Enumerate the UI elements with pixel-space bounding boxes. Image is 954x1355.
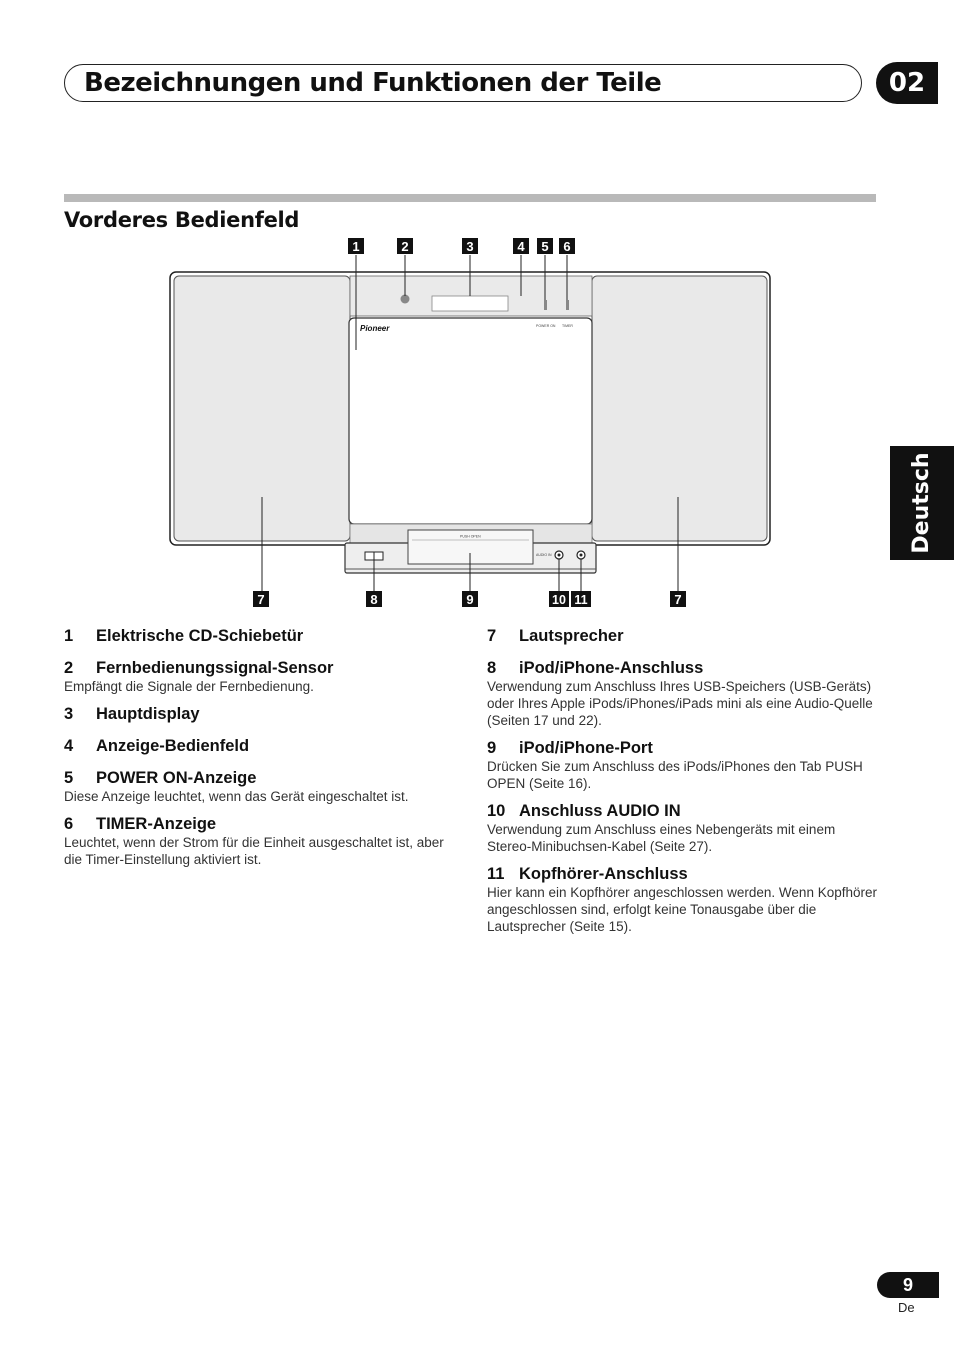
callout-7-left (253, 591, 269, 607)
item-heading (64, 813, 454, 835)
item-5 (64, 767, 454, 805)
svg-text:9: 9 (466, 592, 474, 607)
item-6 (64, 813, 454, 868)
svg-text:4: 4 (517, 239, 525, 254)
item-heading (64, 657, 454, 679)
items-left-column (64, 625, 454, 876)
page-title: Bezeichnungen und Funktionen der Teile (84, 68, 662, 98)
items-right-column (487, 625, 877, 943)
callout-3 (462, 238, 478, 254)
item-number: 4 (64, 737, 74, 755)
item-description: Drücken Sie zum Anschluss des iPods/iPhones den Tab PUSH OPEN (Seite 16). (487, 759, 863, 791)
item-heading (487, 737, 877, 759)
item-description: Verwendung zum Anschluss Ihres USB-Speichers (USB-Geräts) oder Ihres Apple iPods/iPhones/iPads mini als eine Audio-Quelle (Seiten 17 und 22). (487, 679, 873, 728)
callout-5 (537, 238, 553, 254)
item-heading (64, 625, 454, 647)
item-description: Hier kann ein Kopfhörer angeschlossen werden. Wenn Kopfhörer angeschlossen sind, erfolgt keine Tonausgabe über die Lautsprecher (Seite 15). (487, 885, 877, 934)
item-number: 5 (64, 769, 74, 787)
callout-6 (559, 238, 575, 254)
item-number: 9 (487, 739, 497, 757)
callout-11 (571, 591, 591, 607)
svg-text:2: 2 (401, 239, 409, 254)
item-heading (487, 625, 877, 647)
item-heading (487, 863, 877, 885)
item-heading (487, 800, 877, 822)
item-number: 11 (487, 865, 505, 883)
item-8 (487, 657, 877, 729)
item-heading (487, 657, 877, 679)
item-number: 7 (487, 627, 497, 645)
cd-door (349, 318, 592, 524)
item-2 (64, 657, 454, 695)
item-title: iPod/iPhone-Port (519, 739, 653, 757)
svg-text:1: 1 (352, 239, 360, 254)
item-heading (64, 703, 454, 725)
audio-in-label: AUDIO IN (536, 553, 552, 557)
callout-7-right (670, 591, 686, 607)
item-title: Lautsprecher (519, 627, 624, 645)
callout-10 (549, 591, 569, 607)
item-4 (64, 735, 454, 757)
callout-4 (513, 238, 529, 254)
item-number: 8 (487, 659, 497, 677)
item-number: 3 (64, 705, 74, 723)
item-11 (487, 863, 877, 935)
item-title: Kopfhörer-Anschluss (519, 865, 688, 883)
item-heading (64, 735, 454, 757)
callout-9 (462, 591, 478, 607)
item-number: 1 (64, 627, 74, 645)
power-on-label: POWER ON (536, 324, 556, 328)
item-heading (64, 767, 454, 789)
page-number: 9 (877, 1272, 939, 1298)
item-description: Empfängt die Signale der Fernbedienung. (64, 679, 314, 694)
item-7 (487, 625, 877, 647)
item-title: Anschluss AUDIO IN (519, 802, 681, 820)
speaker-right (592, 276, 767, 541)
svg-text:10: 10 (552, 593, 566, 607)
svg-text:7: 7 (257, 592, 265, 607)
callout-2 (397, 238, 413, 254)
brand-logo: Pioneer (360, 324, 390, 333)
item-number: 6 (64, 815, 74, 833)
item-title: Anzeige-Bedienfeld (96, 737, 250, 755)
item-number: 10 (487, 802, 506, 820)
main-display (432, 296, 508, 311)
item-1 (64, 625, 454, 647)
item-title: Elektrische CD-Schiebetür (96, 627, 304, 645)
item-title: TIMER-Anzeige (96, 815, 217, 833)
callout-1 (348, 238, 364, 254)
page-language: De (898, 1300, 915, 1315)
push-open-label: PUSH OPEN (460, 534, 481, 539)
svg-text:11: 11 (574, 593, 588, 607)
item-title: Hauptdisplay (96, 705, 200, 723)
callout-8 (366, 591, 382, 607)
svg-text:7: 7 (674, 592, 682, 607)
front-panel-diagram (0, 0, 954, 640)
section-title: Vorderes Bedienfeld (64, 208, 300, 232)
item-description: Leuchtet, wenn der Strom für die Einheit ausgeschaltet ist, aber die Timer-Einstellung aktiviert ist. (64, 835, 444, 867)
item-number: 2 (64, 659, 74, 677)
svg-text:5: 5 (541, 239, 549, 254)
chapter-badge: 02 (876, 62, 938, 104)
item-title: POWER ON-Anzeige (96, 769, 257, 787)
item-description: Diese Anzeige leuchtet, wenn das Gerät eingeschaltet ist. (64, 789, 409, 804)
item-description: Verwendung zum Anschluss eines Nebengeräts mit einem Stereo-Minibuchsen-Kabel (Seite 27). (487, 822, 836, 854)
item-title: iPod/iPhone-Anschluss (519, 659, 704, 677)
power-on-indicator (544, 300, 547, 310)
language-tab-label: Deutsch (909, 452, 934, 554)
item-9 (487, 737, 877, 792)
timer-label: TIMER (562, 324, 573, 328)
svg-text:6: 6 (563, 239, 571, 254)
item-title: Fernbedienungssignal-Sensor (96, 659, 334, 677)
svg-text:8: 8 (370, 592, 378, 607)
item-10 (487, 800, 877, 855)
timer-indicator (566, 300, 569, 310)
item-3 (64, 703, 454, 725)
svg-text:3: 3 (466, 239, 474, 254)
